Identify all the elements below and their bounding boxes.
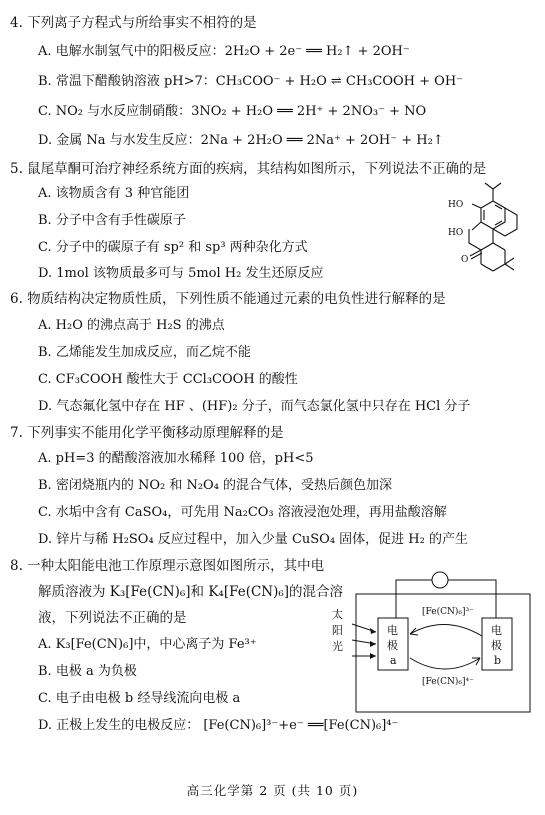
electrode-b-char-3: b [494,654,502,667]
structure-label-ho-2: HO [448,228,464,238]
sunlight-char-3: 光 [332,640,343,653]
q6-option-c: C. CF₃COOH 酸性大于 CCl₃COOH 的酸性 [38,372,298,387]
q5-molecule-structure [440,180,540,290]
q8-option-d: D. 正极上发生的电极反应： [Fe(CN)₆]³⁻+e⁻ ══[Fe(CN)₆]⁴⁻ [38,718,399,733]
q5-option-d: D. 1mol 该物质最多可与 5mol H₂ 发生还原反应 [38,266,324,281]
q7-option-b: B. 密闭烧瓶内的 NO₂ 和 N₂O₄ 的混合气体，受热后颜色加深 [38,478,393,493]
sunlight-char-1: 太 [332,608,343,621]
q5-stem: 5. 鼠尾草酮可治疗神经系统方面的疾病，其结构如图所示，下列说法不正确的是 [10,161,487,177]
ion-label-bottom: [Fe(CN)₆]⁴⁻ [422,677,474,687]
q7-option-c: C. 水垢中含有 CaSO₄，可先用 Na₂CO₃ 溶液浸泡处理，再用盐酸溶解 [38,505,447,520]
structure-label-o: O [461,255,469,265]
q7-option-a: A. pH=3 的醋酸溶液加水稀释 100 倍，pH<5 [38,451,314,466]
q4-option-d: D. 金属 Na 与水发生反应：2Na + 2H₂O ══ 2Na⁺ + 2OH⁻ + H₂↑ [38,133,444,148]
electrode-b-char-2: 极 [491,639,502,652]
q8-option-a: A. K₃[Fe(CN)₆]中，中心离子为 Fe³⁺ [38,637,257,652]
q4-option-c: C. NO₂ 与水反应制硝酸：3NO₂ + H₂O ══ 2H⁺ + 2NO₃⁻ + NO [38,104,427,119]
electrode-b-char-1: 电 [491,624,502,637]
q6-option-a: A. H₂O 的沸点高于 H₂S 的沸点 [38,318,225,333]
q4-option-b: B. 常温下醋酸钠溶液 pH>7：CH₃COO⁻ + H₂O ⇌ CH₃COOH + OH⁻ [38,74,464,89]
electrode-a-char-3: a [390,654,397,667]
q8-solar-cell-diagram [330,562,535,722]
page-footer: 高三化学第 2 页 (共 10 页) [186,783,359,798]
q6-option-d: D. 气态氟化氢中存在 HF 、(HF)₂ 分子，而气态氯化氢中只存在 HCl 分子 [38,399,471,414]
q8-option-b: B. 电极 a 为负极 [38,664,137,679]
q4-stem: 4. 下列离子方程式与所给事实不相符的是 [10,15,257,31]
q6-option-b: B. 乙烯能发生加成反应，而乙烷不能 [38,345,251,360]
ion-label-top: [Fe(CN)₆]³⁻ [422,607,474,617]
q8-stem-line-3: 液，下列说法不正确的是 [38,610,187,626]
q4-option-a: A. 电解水制氢气中的阳极反应：2H₂O + 2e⁻ ══ H₂↑ + 2OH⁻ [38,44,410,59]
structure-label-ho-1: HO [448,200,464,210]
lamp-icon: ⊗ [440,584,441,585]
q6-stem: 6. 物质结构决定物质性质，下列性质不能通过元素的电负性进行解释的是 [10,291,446,307]
electrode-a-char-1: 电 [387,624,398,637]
q5-option-b: B. 分子中含有手性碳原子 [38,213,186,228]
q7-stem: 7. 下列事实不能用化学平衡移动原理解释的是 [10,425,284,441]
q5-option-a: A. 该物质含有 3 种官能团 [38,186,190,201]
q7-option-d: D. 锌片与稀 H₂SO₄ 反应过程中，加入少量 CuSO₄ 固体，促进 H₂ 的产生 [38,532,468,547]
q8-stem-line-1: 8. 一种太阳能电池工作原理示意图如图所示，其中电 [10,558,325,574]
q8-option-c: C. 电子由电极 b 经导线流向电极 a [38,691,241,706]
q8-stem-line-2: 解质溶液为 K₃[Fe(CN)₆]和 K₄[Fe(CN)₆]的混合溶 [38,584,344,600]
q5-option-c: C. 分子中的碳原子有 sp² 和 sp³ 两种杂化方式 [38,240,308,255]
sunlight-char-2: 阳 [332,624,343,637]
electrode-a-char-2: 极 [387,639,398,652]
